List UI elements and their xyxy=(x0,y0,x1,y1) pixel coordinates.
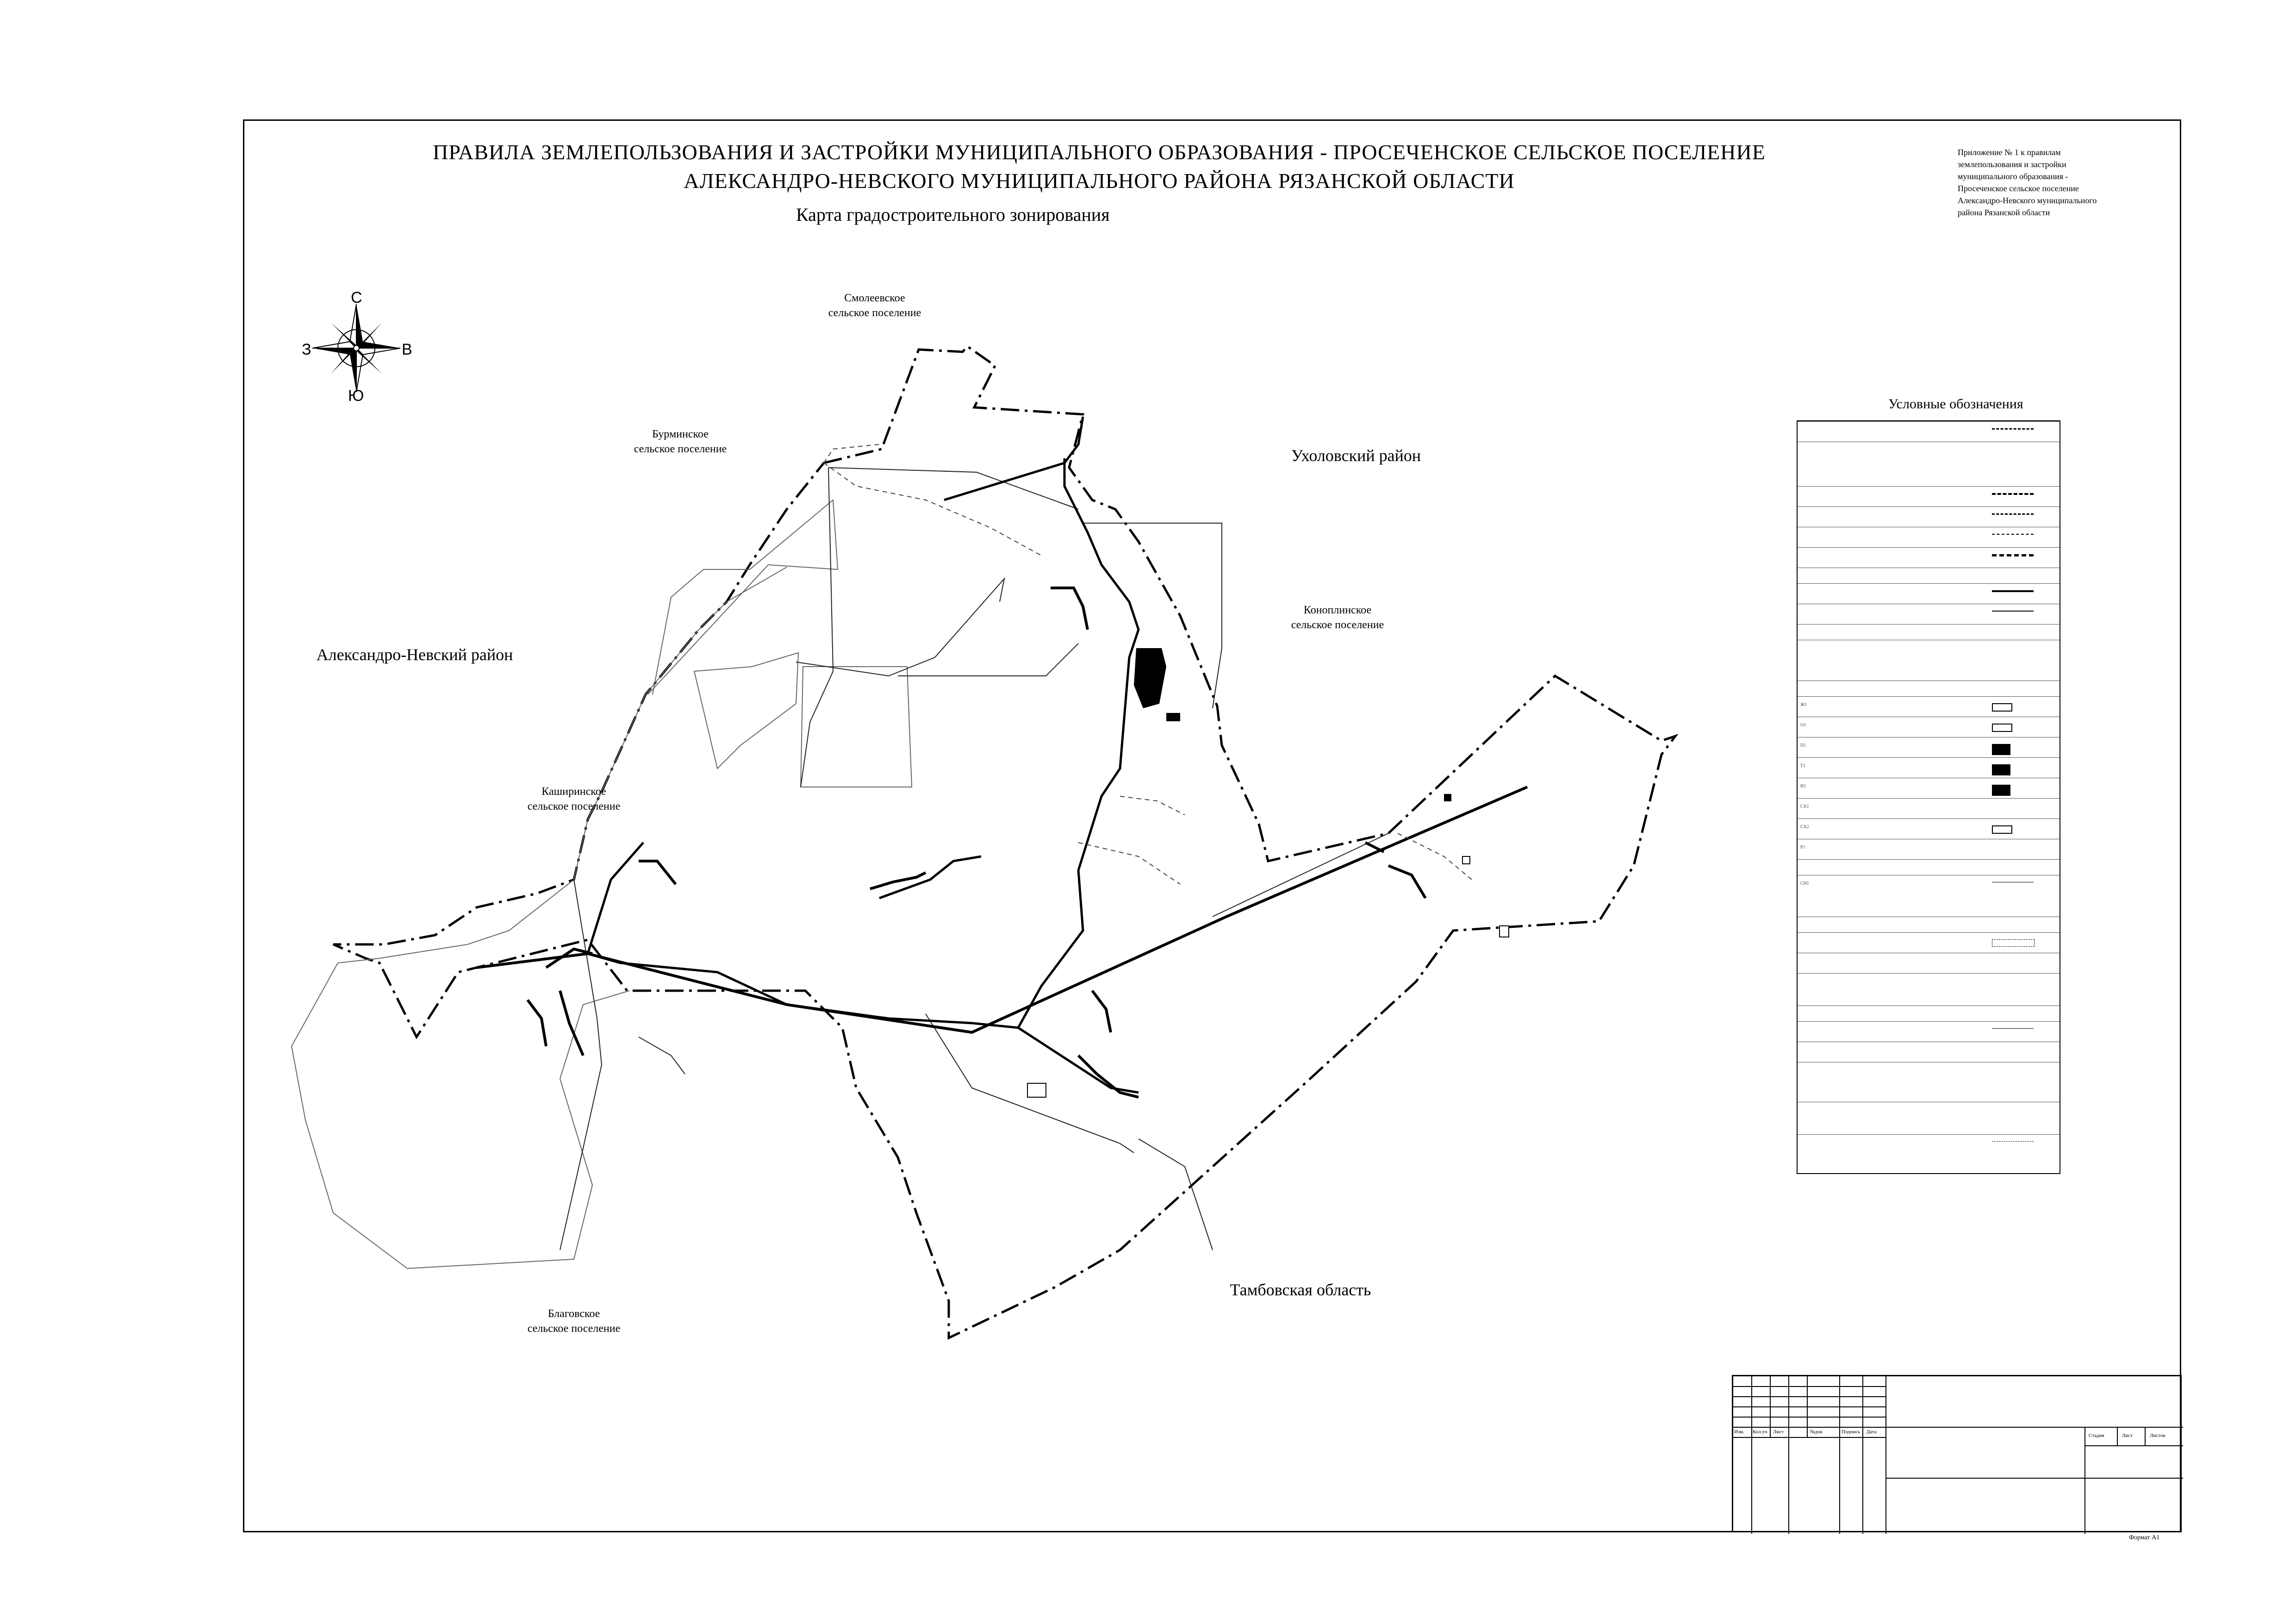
tb-header: Лист xyxy=(1773,1429,1784,1435)
tb-col-label: Листов xyxy=(2150,1433,2165,1438)
legend-row xyxy=(1798,604,2060,625)
legend-row: СН1 xyxy=(1798,875,2060,896)
dirt-road xyxy=(824,463,1041,556)
region-label: Благовское сельское поселение xyxy=(527,1308,621,1335)
settlement-block xyxy=(528,1000,546,1046)
legend-row xyxy=(1798,953,2060,974)
title-block xyxy=(1732,1375,2182,1532)
legend-row: О1 xyxy=(1798,717,2060,737)
legend-row xyxy=(1798,1102,2060,1123)
map-title-line1: ПРАВИЛА ЗЕМЛЕПОЛЬЗОВАНИЯ И ЗАСТРОЙКИ МУНИЦИПАЛЬНОГО ОБРАЗОВАНИЯ - ПРОСЕЧЕНСКОЕ СЕЛЬСКОЕ ПОСЕЛЕНИЕ xyxy=(433,140,1766,164)
legend-row xyxy=(1798,442,2060,462)
regional-road xyxy=(477,787,1527,1032)
legend-row: И1 xyxy=(1798,778,2060,799)
settlement-block xyxy=(1365,843,1384,852)
legend-row: Р1 xyxy=(1798,839,2060,860)
legend-row xyxy=(1798,1021,2060,1042)
title-block-grid xyxy=(1733,1376,2183,1534)
tb-header: №док xyxy=(1810,1429,1823,1435)
main-road xyxy=(944,463,1064,500)
legend-row: Т1 xyxy=(1798,757,2060,778)
compass-north-label: С xyxy=(351,289,362,306)
zone-line xyxy=(801,468,833,787)
main-road xyxy=(879,856,981,898)
legend-row xyxy=(1798,640,2060,661)
appendix-line: муниципального образования - xyxy=(1958,172,2068,181)
legend-row xyxy=(1798,547,2060,568)
map-subtitle: Карта градостроительного зонирования xyxy=(796,204,1110,225)
legend-section xyxy=(1798,681,2060,697)
region-label: Тамбовская область xyxy=(1230,1280,1371,1299)
main-road xyxy=(1018,458,1139,1028)
legend-row xyxy=(1798,1062,2060,1083)
dirt-road xyxy=(1078,843,1180,884)
tb-header: Подпись xyxy=(1842,1429,1860,1435)
legend-row: СХ1 xyxy=(1798,798,2060,819)
appendix-line: Александро-Невского муниципального xyxy=(1958,196,2097,205)
legend-row xyxy=(1798,1042,2060,1062)
zone-line xyxy=(898,643,1078,676)
neighbour-area xyxy=(648,500,838,694)
legend-section xyxy=(1798,917,2060,933)
legend-row xyxy=(1798,486,2060,507)
legend-row: Ж1 xyxy=(1798,696,2060,717)
zone-line xyxy=(1213,833,1388,917)
legend-title: Условные обозначения xyxy=(1888,396,2023,412)
tb-header: Изм. xyxy=(1734,1429,1744,1435)
building xyxy=(1027,1083,1046,1097)
region-label: Бурминское сельское поселение xyxy=(634,428,727,455)
appendix-line: Просеченское сельское поселение xyxy=(1958,184,2079,193)
appendix-line: района Рязанской области xyxy=(1958,208,2050,217)
building xyxy=(1500,926,1509,937)
appendix-line: землепользования и застройки xyxy=(1958,160,2066,169)
building xyxy=(1462,856,1470,864)
sheet-format: Формат А1 xyxy=(2129,1534,2160,1541)
tb-col-label: Стадия xyxy=(2089,1433,2104,1438)
zone-line xyxy=(828,468,1078,509)
region-label: Коноплинское сельское поселение xyxy=(1291,604,1384,631)
settlement-block xyxy=(1051,588,1088,630)
legend-row xyxy=(1798,527,2060,548)
zone-line xyxy=(796,579,1004,676)
map-title-line2: АЛЕКСАНДРО-НЕВСКОГО МУНИЦИПАЛЬНОГО РАЙОНА РЯЗАНСКОЙ ОБЛАСТИ xyxy=(684,169,1515,193)
legend-row: П1 xyxy=(1798,737,2060,758)
tb-header: Дата xyxy=(1867,1429,1877,1435)
legend-row xyxy=(1798,421,2060,442)
region-label: Смолеевское сельское поселение xyxy=(828,292,921,319)
settlement-block xyxy=(1388,866,1425,898)
compass-south-label: Ю xyxy=(348,387,364,405)
compass-rose-icon xyxy=(312,304,400,392)
neighbour-area xyxy=(694,653,798,768)
neighbour-area xyxy=(801,667,912,787)
legend-row xyxy=(1798,1134,2060,1155)
legend-row xyxy=(1798,932,2060,953)
legend-row xyxy=(1798,583,2060,604)
legend-section xyxy=(1798,568,2060,584)
settlement-block xyxy=(870,873,926,889)
compass-west-label: З xyxy=(302,341,311,358)
settlement-boundary xyxy=(333,346,1675,1338)
neighbour-area xyxy=(292,567,787,1268)
legend-row xyxy=(1798,506,2060,527)
zone-line xyxy=(560,880,602,1250)
appendix-line: Приложение № 1 к правилам xyxy=(1958,148,2061,157)
compass-east-label: В xyxy=(402,341,412,358)
legend-row: СХ2 xyxy=(1798,818,2060,839)
legend-section xyxy=(1798,1006,2060,1022)
tb-header: Кол.уч xyxy=(1753,1429,1767,1435)
legend-section xyxy=(1798,624,2060,640)
dirt-road xyxy=(1120,796,1185,815)
zone-line xyxy=(639,1037,685,1074)
settlement-block xyxy=(560,991,583,1056)
region-label: Александро-Невский район xyxy=(316,645,513,664)
region-label: Каширинское сельское поселение xyxy=(527,786,621,812)
region-label: Ухоловский район xyxy=(1291,446,1421,465)
main-road xyxy=(588,843,643,954)
settlement-block xyxy=(639,861,676,884)
production-zone xyxy=(1134,648,1451,801)
legend-section xyxy=(1798,859,2060,875)
tb-col-label: Лист xyxy=(2122,1433,2133,1438)
main-road xyxy=(1064,417,1083,463)
legend-panel xyxy=(1797,420,2060,1174)
settlement-block xyxy=(1092,991,1111,1032)
legend-row xyxy=(1798,973,2060,994)
zone-line xyxy=(1139,1139,1213,1250)
